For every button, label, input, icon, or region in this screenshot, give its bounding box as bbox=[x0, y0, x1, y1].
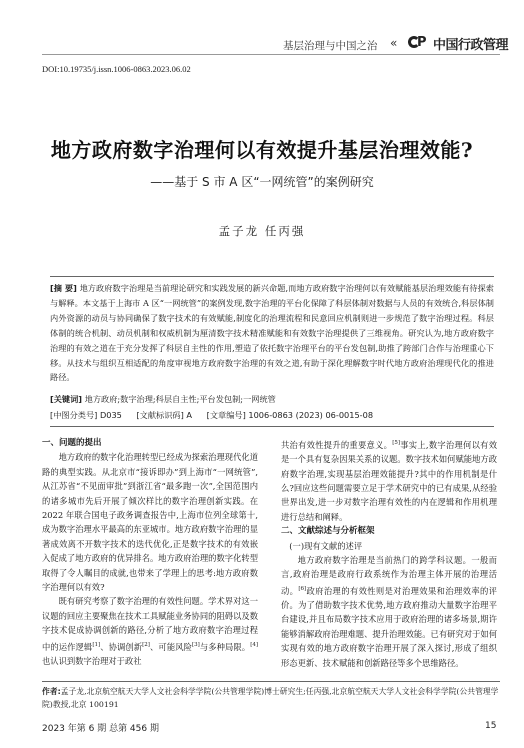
citation: [3] bbox=[191, 641, 200, 648]
article-number-label: [文章编号] bbox=[206, 410, 246, 420]
doc-code-label: [文献标识码] bbox=[136, 410, 184, 420]
subsection-heading: (一)现有文献的述评 bbox=[289, 540, 363, 551]
paragraph: 既有研究考察了数字治理的有效性问题。学术界对这一议题的回应主要聚焦在技术工具赋能业务协同的阻碍以及数字技术促成协调创新的路径,分析了地方政府数字治理过程中的运作逻辑[1]、协调创新[2]、可能风险[3]与多种局限。[4]也认识到数字治理对于政社 bbox=[42, 596, 258, 666]
footnote-rule bbox=[42, 681, 500, 682]
abstract-top-rule bbox=[50, 276, 494, 277]
header-rule bbox=[42, 54, 500, 55]
citation: [6] bbox=[298, 585, 307, 592]
abstract bbox=[50, 281, 494, 385]
footnote-text: 孟子龙,北京航空航天大学人文社会科学学院(公共管理学院)博士研究生;任丙强,北京航空航天大学人文社会科学学院(公共管理学院)教授,北京 100191 bbox=[42, 687, 499, 709]
doc-code-value: A bbox=[186, 410, 193, 420]
journal-logo-text: 中国行政管理 bbox=[433, 37, 509, 53]
body-column-right bbox=[281, 436, 497, 670]
journal-logo bbox=[408, 34, 508, 52]
footnote-label: 作者: bbox=[42, 687, 61, 696]
citation: [5] bbox=[392, 440, 400, 446]
citation: [1] bbox=[92, 641, 101, 648]
abstract-text: 地方政府数字治理是当前理论研究和实践发展的新兴命题,而地方政府数字治理何以有效赋能基层治理效能有待探索与解释。本文基于上海市 A 区“一网统管”的案例发现,数字治理的平台化保障了科层体制对数据与人员的有效统合,科层体制内外资源的动员与协同确保了数字技术的有效赋能,制度化的治理流程和民意回应机制则进一步规范了数字治理过程。科层体制的统合机制、动员机制和权威机制为厘清数字技术精准赋能和有效数字治理提供了三维视角。研究认为,地方政府数字治理的有效之道在于充分发挥了科层自主性的作用,塑造了依托数字治理平台的平台发包制,助推了跨部门合作与治理重心下移。从技术与组织互相适配的角度审视地方政府数字治理的有效之道,有助于深化理解数字时代地方政府治理现代化的推进路径。 bbox=[50, 283, 494, 383]
article-title: 地方政府数字治理何以有效提升基层治理效能? bbox=[50, 138, 474, 162]
article-number-value: 1006-0863 (2023) 06-0015-08 bbox=[248, 410, 374, 420]
abstract-bottom-rule bbox=[50, 426, 494, 427]
clc-label: [中图分类号] bbox=[50, 410, 98, 420]
citation: [2] bbox=[142, 641, 150, 648]
paragraph: 共治有效性提升的重要意义。[5]事实上,数字治理何以有效是一个具有复杂因果关系的议题。数字技术如何赋能地方政府数字治理,实现基层治理效能提升?其中的作用机制是什么?回应这些问题需要立足于学术研究中的已有成果,从经验世界出发,进一步对数字治理有效性的内在逻辑和作用机理进行总结和阐释。 bbox=[281, 439, 497, 522]
paragraph: 地方政府数字治理是当前热门的跨学科议题。一般而言,政府治理是政府行政系统作为治理主体开展的治理活动。[6]政府治理的有效性则是对治理效果和治理效率的评价。为了借助数字技术优势,地方政府推动大量数字治理平台建设,并且布局数字技术应用于政府治理的诸多场景,期许能够消解政府治理难题、提升治理效能。已有研究对于如何实现有效的地方政府数字治理开展了深入探讨,形成了组织形态更新、技术赋能和创新路径等多个思维路径。 bbox=[281, 555, 497, 668]
author-footnote bbox=[42, 685, 500, 711]
keywords-label: [关键词] bbox=[50, 394, 83, 404]
doi: DOI:10.19735/j.issn.1006-0863.2023.06.02 bbox=[42, 64, 191, 74]
page-number: 15 bbox=[485, 721, 497, 731]
chevron-left-icon: « bbox=[390, 36, 398, 50]
clc-value: D035 bbox=[99, 410, 122, 420]
section-heading: 一、问题的提出 bbox=[42, 438, 102, 448]
running-header-section: 基层治理与中国之治 bbox=[283, 40, 378, 52]
article-authors: 孟子龙 任丙强 bbox=[218, 224, 306, 238]
issue-info: 2023 年第 6 期 总第 456 期 bbox=[42, 724, 159, 734]
keywords-text: 地方政府;数字治理;科层自主性;平台发包制;一网统管 bbox=[84, 394, 276, 404]
abstract-label: [摘 要] bbox=[50, 283, 77, 293]
paragraph: 地方政府的数字化治理转型已经成为探索治理现代化道路的典型实践。从北京市“接诉即办”到上海市“一网统管”,从江苏省“不见面审批”到浙江省“最多跑一次”,全国范围内的诸多城市先后开展了倾次样比的数字治理创新实践。在 2022 年联合国电子政务调查报告中,上海市位列全球第十,成为数字治理水平最高的东亚城市。地方政府数字治理的显著成效离不开数字技术的迭代优化,正是数字技术的有效嵌入促成了地方政府的优异排名。地方政府治理的数字化转型取得了令人瞩目的成就,也带来了学理上的思考:地方政府数字治理何以有效? bbox=[42, 452, 258, 593]
journal-logo-icon: P bbox=[408, 35, 432, 51]
body-column-left bbox=[42, 436, 258, 668]
section-heading: 二、文献综述与分析框架 bbox=[281, 526, 375, 537]
article-subtitle: ——基于 S 市 A 区“一网统管”的案例研究 bbox=[150, 175, 374, 189]
classification-line bbox=[50, 410, 494, 421]
citation: [4] bbox=[250, 641, 258, 648]
keywords bbox=[50, 394, 494, 405]
